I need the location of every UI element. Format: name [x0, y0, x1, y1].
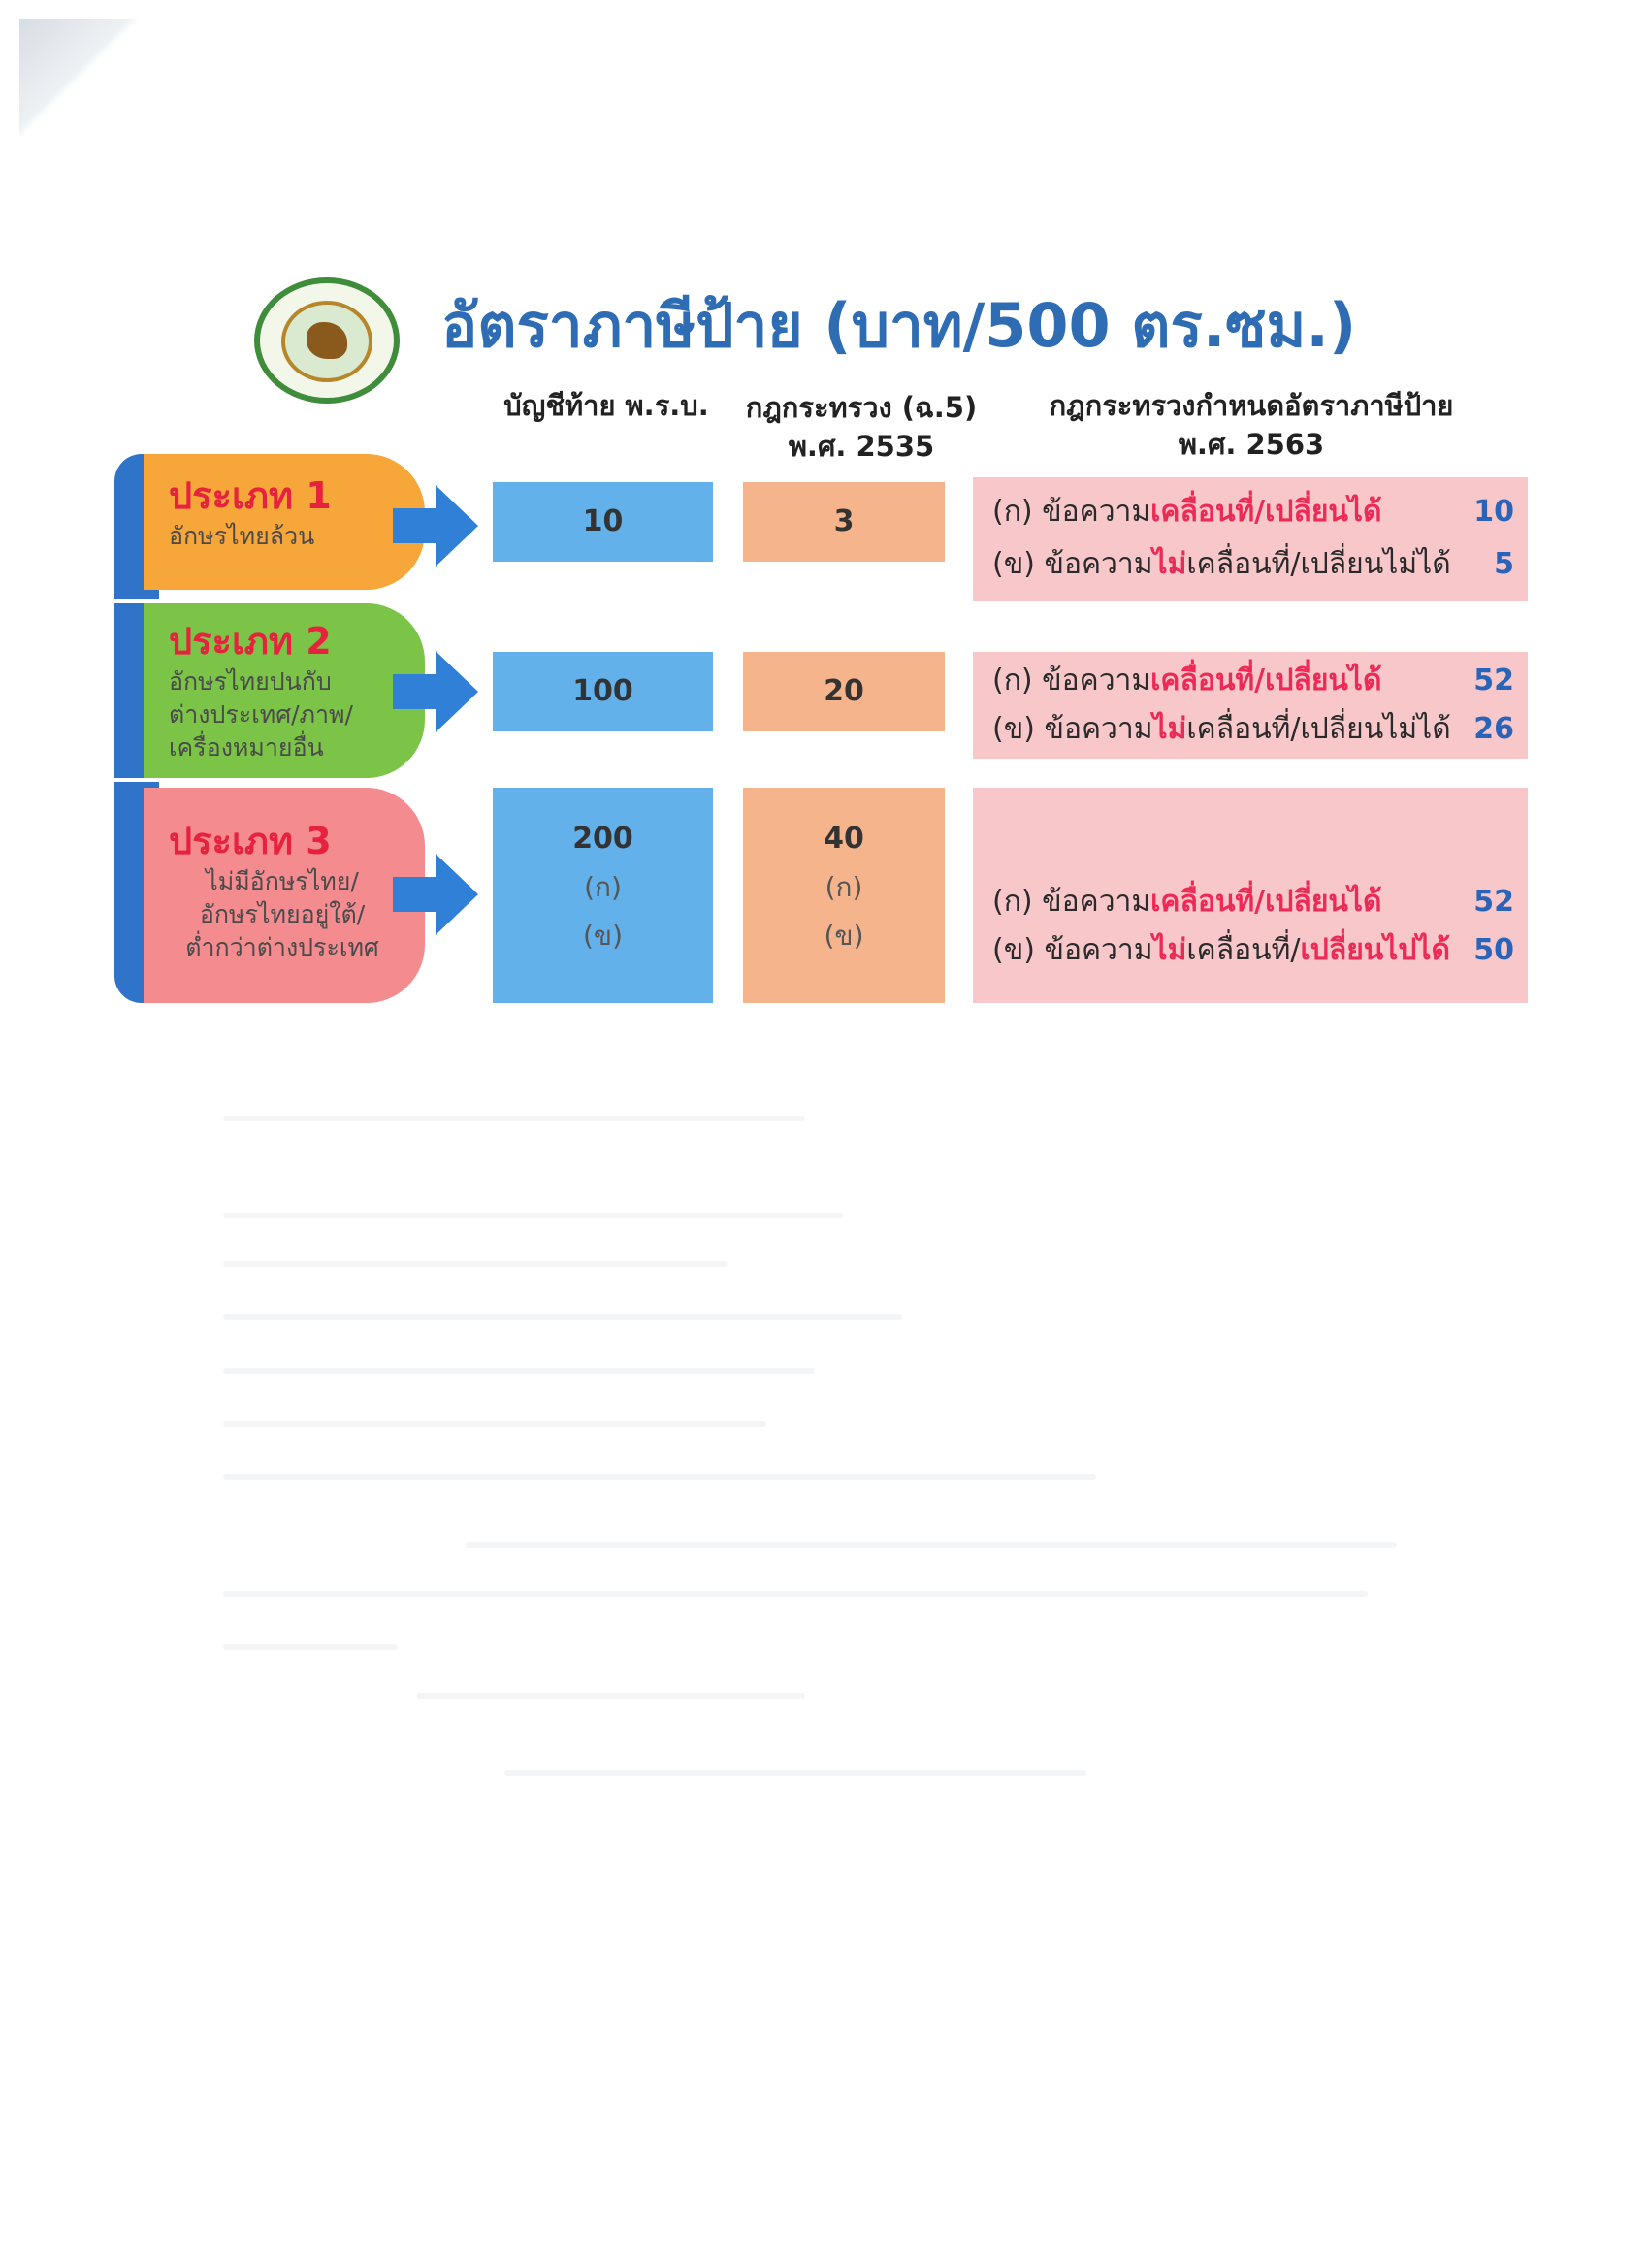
category-3-desc-line-2: อักษรไทยอยู่ใต้/ [199, 900, 366, 928]
category-1-arrow-icon [393, 485, 480, 567]
category-3-ministerial-2535-value: 40 (ก) (ข) [743, 788, 945, 1003]
column-header-ministerial-2563: กฎกระทรวงกำหนดอัตราภาษีป้าย พ.ศ. 2563 [1049, 389, 1454, 461]
category-2-rate-fixed: (ข) ข้อความไม่เคลื่อนที่/เปลี่ยนไม่ได้ 26 [992, 712, 1514, 746]
category-2-desc-line-2: ต่างประเทศ/ภาพ/ [169, 700, 353, 729]
category-3-tab [144, 788, 425, 1003]
category-1-tab [144, 454, 425, 590]
category-2-rates [973, 652, 1528, 759]
category-2-rate-movable: (ก) ข้อความเคลื่อนที่/เปลี่ยนได้ 52 [992, 664, 1514, 697]
category-3-rates [973, 788, 1528, 1003]
page-title: อัตราภาษีป้าย (บาท/500 ตร.ซม.) [441, 290, 1357, 361]
category-2-ministerial-2535-value: 20 [743, 652, 945, 731]
category-1-rate-movable: (ก) ข้อความเคลื่อนที่/เปลี่ยนได้ 10 [992, 495, 1514, 529]
category-3-title: ประเภท 3 [169, 820, 332, 862]
category-2-desc-line-3: เครื่องหมายอื่น [169, 733, 324, 761]
column-header-act: บัญชีท้าย พ.ร.บ. [503, 389, 709, 422]
category-3-rate-movable: (ก) ข้อความเคลื่อนที่/เปลี่ยนได้ 52 [992, 885, 1514, 919]
category-1-rate-fixed: (ข) ข้อความไม่เคลื่อนที่/เปลี่ยนไม่ได้ 5 [992, 547, 1514, 581]
column-header-ministerial-2535: กฎกระทรวง (ฉ.5) พ.ศ. 2535 [745, 391, 978, 463]
category-3-act-value: 200 (ก) (ข) [493, 788, 713, 1003]
category-3-rate-fixed: (ข) ข้อความไม่เคลื่อนที่/เปลี่ยนไปได้ 50 [992, 933, 1514, 967]
category-2-arrow-icon [393, 651, 480, 732]
category-2-tab [144, 603, 425, 778]
category-3-desc-line-1: ไม่มีอักษรไทย/ [206, 867, 359, 895]
category-2-act-value: 100 [493, 652, 713, 731]
category-1-desc: อักษรไทยล้วน [169, 522, 315, 550]
category-2-title: ประเภท 2 [169, 620, 332, 663]
category-1-act-value: 10 [493, 482, 713, 562]
category-2-desc-line-1: อักษรไทยปนกับ [169, 667, 332, 696]
category-1-ministerial-2535-value: 3 [743, 482, 945, 562]
category-1-title: ประเภท 1 [169, 474, 332, 517]
category-3-arrow-icon [393, 854, 480, 935]
folded-page-corner [19, 19, 146, 136]
municipal-seal-logo [254, 277, 400, 404]
category-3-desc-line-3: ต่ำกว่าต่างประเทศ [185, 933, 379, 961]
category-1-rates [973, 477, 1528, 601]
